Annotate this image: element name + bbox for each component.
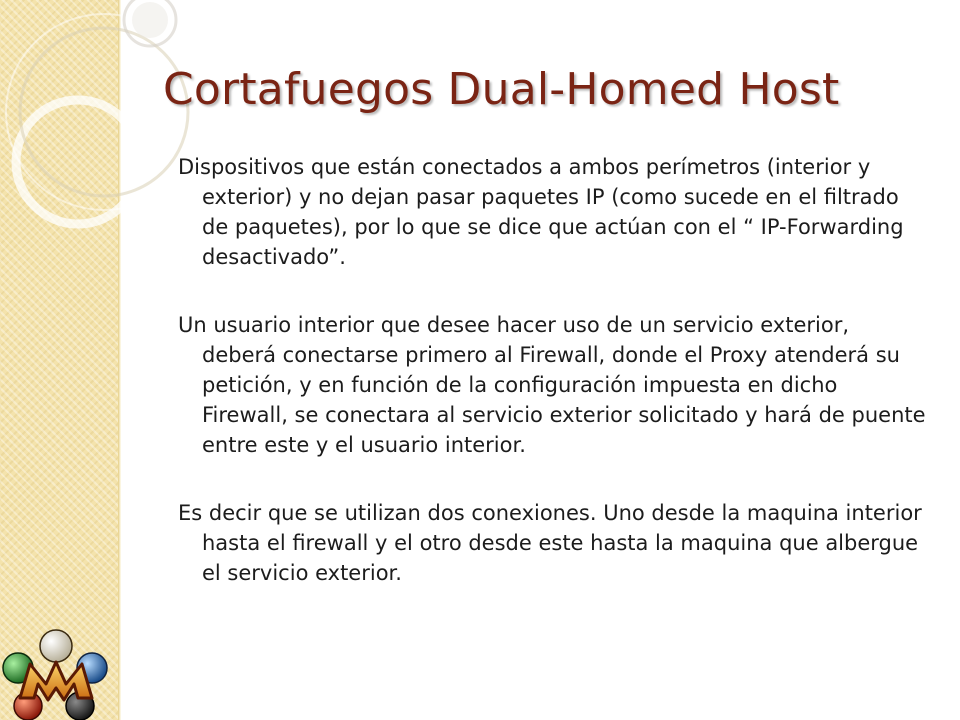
paragraph-text: Dispositivos que están conectados a ambos perímetros (interior y exterior) y no dejan pasar paquetes IP (como sucede en el filtrado de paquetes), por lo que se dice que actúan con el “ IP-Forwarding desactivado”. — [178, 155, 904, 269]
slide-title: Cortafuegos Dual-Homed Host — [163, 64, 840, 115]
magic-logo-icon — [0, 626, 112, 720]
paragraph-two-connections — [178, 498, 928, 588]
slide-body — [178, 152, 928, 588]
paragraph-dual-homed-definition — [178, 152, 928, 272]
paragraph-text: Un usuario interior que desee hacer uso de un servicio exterior, deberá conectarse primero al Firewall, donde el Proxy atenderá su petición, y en función de la configuración impuesta en dicho Firewall, se conectara al servicio exterior solicitado y hará de puente entre este y el usuario interior. — [178, 313, 926, 457]
paragraph-text: Es decir que se utilizan dos conexiones. Uno desde la maquina interior hasta el firewall y el otro desde este hasta la maquina que albergue el servicio exterior. — [178, 501, 922, 585]
paragraph-proxy-usage — [178, 310, 928, 460]
